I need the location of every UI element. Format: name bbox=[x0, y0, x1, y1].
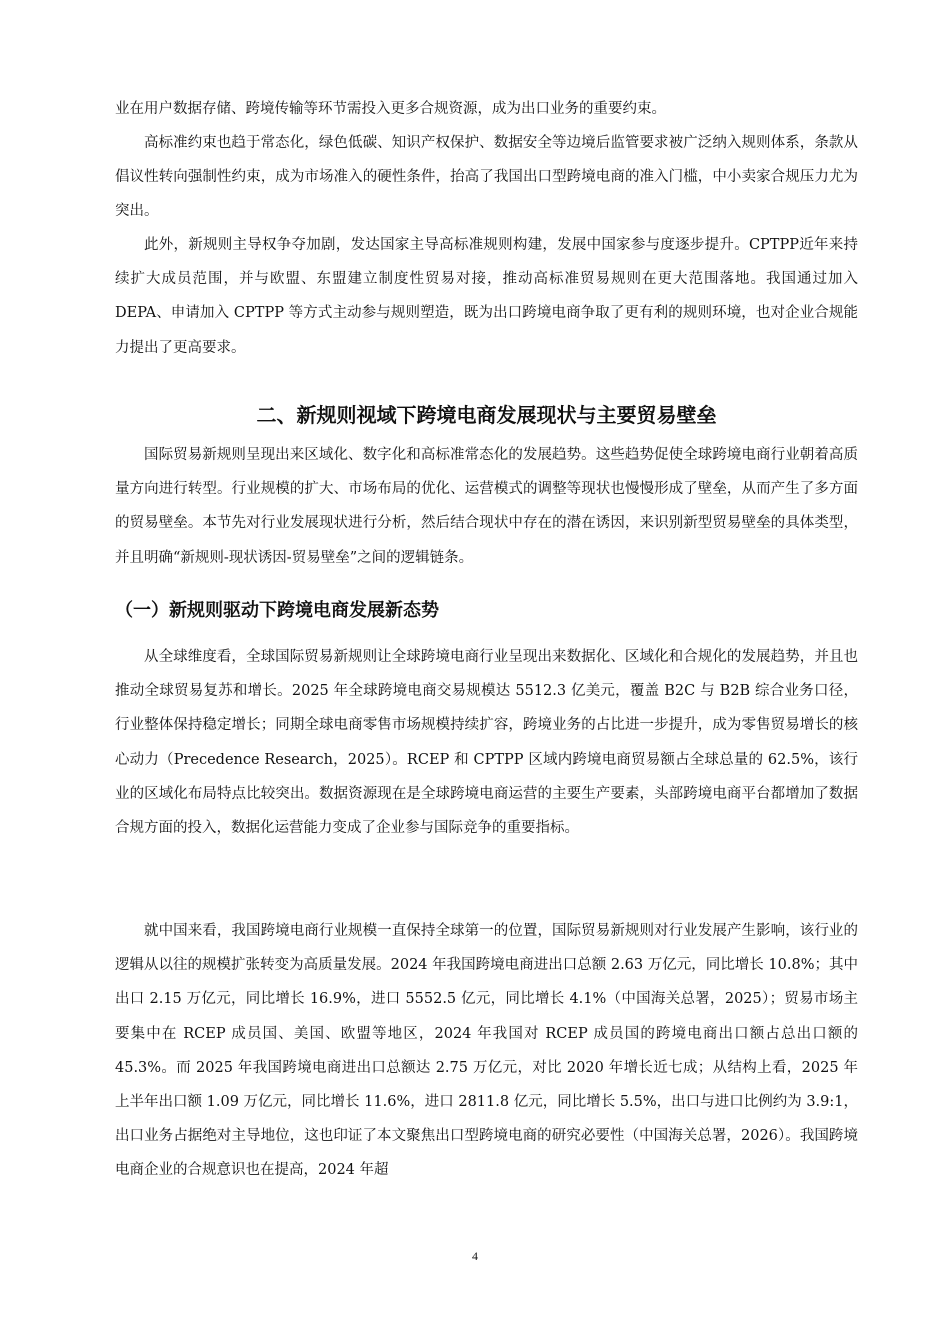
paragraph-china-view: 就中国来看，我国跨境电商行业规模一直保持全球第一的位置，国际贸易新规则对行业发展产生影响，该行业的逻辑从以往的规模扩张转变为高质量发展。2024 年我国跨境电商进出口总额 2.63 万亿元，同比增长 10.8%；其中出口 2.15 万亿元，同比增长 16.9%，进口 5552.5 亿元，同比增长 4.1%（中国海关总署，2025）；贸易市场主要集中在 RCEP 成员国、美国、欧盟等地区，2024 年我国对 RCEP 成员国的跨境电商出口额占总出口额的 45.3%。而 2025 年我国跨境电商进出口总额达 2.75 万亿元，对比 2020 年增长近七成；从结构上看，2025 年上半年出口额 1.09 万亿元，同比增长 11.6%，进口 2811.8 亿元，同比增长 5.5%，出口与进口比例约为 3.9:1，出口业务占据绝对主导地位，这也印证了本文聚焦出口型跨境电商的研究必要性（中国海关总署，2026）。我国跨境电商企业的合规意识也在提高，2024 年超 bbox=[115, 923, 858, 1179]
paragraph-rule-dominance: 此外，新规则主导权争夺加剧，发达国家主导高标准规则构建，发展中国家参与度逐步提升。CPTPP近年来持续扩大成员范围，并与欧盟、东盟建立制度性贸易对接，推动高标准贸易规则在更大范围落地。我国通过加入 DEPA、申请加入 CPTPP 等方式主动参与规则塑造，既为出口跨境电商争取了更有利的规则环境，也对企业合规能力提出了更高要求。 bbox=[115, 237, 858, 356]
paragraph-section-intro: 国际贸易新规则呈现出来区域化、数字化和高标准常态化的发展趋势。这些趋势促使全球跨境电商行业朝着高质量方向进行转型。行业规模的扩大、市场布局的优化、运营模式的调整等现状也慢慢形成了壁垒，从而产生了多方面的贸易壁垒。本节先对行业发展现状进行分析，然后结合现状中存在的潜在诱因，来识别新型贸易壁垒的具体类型，并且明确“新规则-现状诱因-贸易壁垒”之间的逻辑链条。 bbox=[115, 447, 858, 566]
paragraph-continuation: 业在用户数据存储、跨境传输等环节需投入更多合规资源，成为出口业务的重要约束。 bbox=[115, 101, 666, 117]
page-number: 4 bbox=[472, 1249, 478, 1263]
paragraph-global-view: 从全球维度看，全球国际贸易新规则让全球跨境电商行业呈现出来数据化、区域化和合规化的发展趋势，并且也推动全球贸易复苏和增长。2025 年全球跨境电商交易规模达 5512.3 亿美元，覆盖 B2C 与 B2B 综合业务口径，行业整体保持稳定增长；同期全球电商零售市场规模持续扩容，跨境业务的占比进一步提升，成为零售贸易增长的核心动力（Precedence Research，2025）。RCEP 和 CPTPP 区域内跨境电商贸易额占全球总量的 62.5%，该行业的区域化布局特点比较突出。数据资源现在是全球跨境电商运营的主要生产要素，头部跨境电商平台都增加了数据合规方面的投入，数据化运营能力变成了企业参与国际竞争的重要指标。 bbox=[115, 649, 858, 837]
paragraph-high-standard: 高标准约束也趋于常态化，绿色低碳、知识产权保护、数据安全等边境后监管要求被广泛纳入规则体系，条款从倡议性转向强制性约束，成为市场准入的硬性条件，抬高了我国出口型跨境电商的准入门槛，中小卖家合规压力尤为突出。 bbox=[115, 135, 858, 220]
section-heading: 二、新规则视域下跨境电商发展现状与主要贸易壁垒 bbox=[256, 403, 717, 427]
subsection-heading: （一）新规则驱动下跨境电商发展新态势 bbox=[115, 600, 439, 621]
